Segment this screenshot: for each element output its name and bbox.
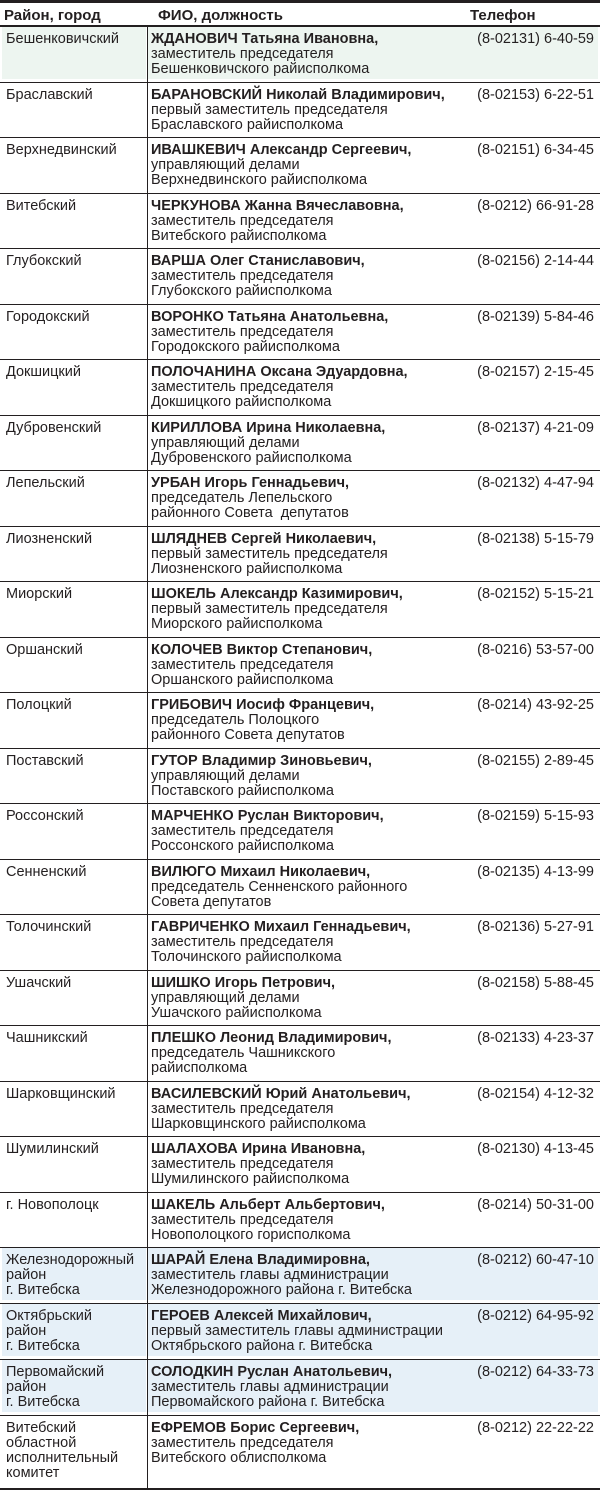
official-position: заместитель председателя Толочинского райисполкома [151, 934, 342, 965]
official-position: заместитель главы администрации Железнодорожного района г. Витебска [151, 1267, 412, 1298]
official-cell [148, 1193, 598, 1245]
phone-number: (8-02153) 6-22-51 [477, 86, 594, 103]
official-name: ВОРОНКО Татьяна Анатольевна, [151, 308, 389, 325]
district-name: Поставский [6, 752, 84, 769]
official-cell [148, 249, 598, 301]
district-cell [2, 416, 146, 468]
phone-number: (8-02137) 4-21-09 [477, 419, 594, 436]
district-name: Глубокский [6, 253, 82, 269]
table-row [0, 1082, 600, 1138]
district-name: Шарковщинский [6, 1085, 116, 1102]
district-name: Полоцкий [6, 697, 72, 713]
official-cell [148, 915, 598, 967]
table-body [0, 27, 600, 1490]
district-name: Лиозненский [6, 530, 93, 547]
district-cell [2, 1360, 146, 1412]
official-cell [148, 749, 598, 801]
official-cell [148, 1304, 598, 1356]
official-position: председатель Чашникского райисполкома [151, 1045, 336, 1076]
official-cell [148, 1026, 598, 1078]
official-cell [148, 360, 598, 412]
district-cell [2, 194, 146, 246]
header-district: Район, город [4, 7, 101, 24]
official-name: ШИШКО Игорь Петрович, [151, 974, 336, 991]
official-name: УРБАН Игорь Геннадьевич, [151, 475, 350, 491]
phone-number: (8-0214) 43-92-25 [477, 697, 594, 713]
official-name: КОЛОЧЕВ Виктор Степанович, [151, 641, 373, 658]
table-row [0, 83, 600, 139]
district-cell [2, 138, 146, 190]
official-name: ГАВРИЧЕНКО Михаил Геннадьевич, [151, 919, 411, 935]
official-position: заместитель председателя Докшицкого райисполкома [151, 379, 334, 410]
table-row [0, 638, 600, 694]
official-name: ВАСИЛЕВСКИЙ Юрий Анатольевич, [151, 1085, 411, 1102]
district-cell [2, 1082, 146, 1134]
district-name: Витебский [6, 197, 77, 214]
district-name: Браславский [6, 86, 93, 103]
district-name: Чашникский [6, 1030, 88, 1046]
official-name: ШОКЕЛЬ Александр Казимирович, [151, 586, 403, 602]
table-row [0, 305, 600, 361]
official-cell [148, 27, 598, 79]
official-position: заместитель председателя Россонского райисполкома [151, 823, 334, 854]
district-name: Городокский [6, 308, 90, 325]
official-name: ПОЛОЧАНИНА Оксана Эдуардовна, [151, 364, 408, 380]
official-name: ГЕРОЕВ Алексей Михайлович, [151, 1308, 372, 1324]
phone-number: (8-0212) 64-95-92 [477, 1308, 594, 1324]
phone-number: (8-02132) 4-47-94 [477, 475, 594, 491]
official-cell [148, 83, 598, 135]
official-name: ШАРАЙ Елена Владимировна, [151, 1252, 370, 1268]
phone-number: (8-0212) 64-33-73 [477, 1364, 594, 1380]
district-name: Толочинский [6, 919, 92, 935]
district-name: Сенненский [6, 863, 87, 880]
district-cell [2, 582, 146, 634]
district-cell [2, 471, 146, 523]
official-position: заместитель председателя Новополоцкого горисполкома [151, 1211, 351, 1243]
district-cell [2, 305, 146, 357]
district-name: г. Новополоцк [6, 1196, 99, 1213]
phone-number: (8-0212) 22-22-22 [477, 1420, 594, 1436]
official-position: заместитель председателя Городокского райисполкома [151, 323, 340, 355]
district-cell [2, 804, 146, 856]
district-cell [2, 860, 146, 912]
official-name: ЧЕРКУНОВА Жанна Вячеславовна, [151, 197, 404, 214]
official-position: заместитель председателя Глубокского райисполкома [151, 268, 334, 299]
official-name: ГУТОР Владимир Зиновьевич, [151, 752, 372, 769]
official-cell [148, 582, 598, 634]
official-position: заместитель председателя Шарковщинского райисполкома [151, 1100, 366, 1132]
district-cell [2, 1137, 146, 1189]
official-name: ГРИБОВИЧ Иосиф Францевич, [151, 697, 375, 713]
official-cell [148, 1248, 598, 1300]
table-row [0, 749, 600, 805]
official-name: ШЛЯДНЕВ Сергей Николаевич, [151, 530, 377, 547]
official-cell [148, 527, 598, 579]
district-cell [2, 749, 146, 801]
official-name: ЕФРЕМОВ Борис Сергеевич, [151, 1420, 360, 1436]
table-row [0, 915, 600, 971]
phone-number: (8-02133) 4-23-37 [477, 1030, 594, 1046]
official-position: первый заместитель председателя Браславского райисполкома [151, 101, 388, 133]
official-name: КИРИЛЛОВА Ирина Николаевна, [151, 419, 386, 436]
district-cell [2, 527, 146, 579]
official-cell [148, 1360, 598, 1412]
district-name: Ушачский [6, 974, 72, 991]
table-row [0, 804, 600, 860]
district-cell [2, 27, 146, 79]
official-name: ШАЛАХОВА Ирина Ивановна, [151, 1141, 366, 1157]
phone-number: (8-02135) 4-13-99 [477, 863, 594, 880]
district-cell [2, 915, 146, 967]
district-cell [2, 1304, 146, 1356]
official-position: председатель Сенненского районного Совета депутатов [151, 878, 408, 910]
official-name: ЖДАНОВИЧ Татьяна Ивановна, [151, 31, 379, 47]
phone-number: (8-02139) 5-84-46 [477, 308, 594, 325]
official-cell [148, 138, 598, 190]
phone-number: (8-02151) 6-34-45 [477, 142, 594, 158]
official-position: первый заместитель главы администрации Октябрьского района г. Витебска [151, 1323, 443, 1354]
table-row [0, 27, 600, 83]
official-cell [148, 1416, 598, 1485]
official-position: управляющий делами Верхнедвинского райисполкома [151, 157, 368, 188]
phone-number: (8-0216) 53-57-00 [477, 641, 594, 658]
official-cell [148, 194, 598, 246]
phone-number: (8-02159) 5-15-93 [477, 808, 594, 824]
phone-number: (8-02152) 5-15-21 [477, 586, 594, 602]
official-name: ИВАШКЕВИЧ Александр Сергеевич, [151, 142, 412, 158]
table-row [0, 1026, 600, 1082]
official-cell [148, 305, 598, 357]
district-name: Октябрьский район г. Витебска [6, 1308, 92, 1354]
official-position: заместитель главы администрации Первомайского района г. Витебска [151, 1379, 389, 1410]
district-name: Первомайский район г. Витебска [6, 1364, 105, 1410]
district-cell [2, 1026, 146, 1078]
official-cell [148, 1082, 598, 1134]
official-cell [148, 416, 598, 468]
district-name: Миорский [6, 586, 73, 602]
district-cell [2, 249, 146, 301]
official-position: заместитель председателя Витебского облисполкома [151, 1435, 334, 1466]
table-row [0, 1248, 600, 1304]
district-cell [2, 693, 146, 745]
phone-number: (8-02136) 5-27-91 [477, 919, 594, 935]
district-name: Бешенковичский [6, 31, 120, 47]
table-row [0, 416, 600, 472]
phone-number: (8-02138) 5-15-79 [477, 530, 594, 547]
official-name: ПЛЕШКО Леонид Владимирович, [151, 1030, 392, 1046]
table-header [0, 0, 600, 27]
official-position: заместитель председателя Оршанского райисполкома [151, 656, 334, 688]
official-cell [148, 804, 598, 856]
district-name: Верхнедвинский [6, 142, 117, 158]
phone-number: (8-0212) 60-47-10 [477, 1252, 594, 1268]
table-row [0, 582, 600, 638]
table-row [0, 1137, 600, 1193]
official-name: ВИЛЮГО Михаил Николаевич, [151, 863, 371, 880]
official-cell [148, 860, 598, 912]
district-name: Докшицкий [6, 364, 81, 380]
official-cell [148, 471, 598, 523]
official-position: первый заместитель председателя Лиозненского райисполкома [151, 545, 388, 577]
official-name: БАРАНОВСКИЙ Николай Владимирович, [151, 86, 445, 103]
district-name: Витебский областной исполнительный комитет [6, 1420, 119, 1481]
official-position: управляющий делами Дубровенского райисполкома [151, 434, 352, 466]
phone-number: (8-02130) 4-13-45 [477, 1141, 594, 1157]
district-cell [2, 638, 146, 690]
official-cell [148, 693, 598, 745]
table-row [0, 471, 600, 527]
phone-number: (8-02131) 6-40-59 [477, 31, 594, 47]
phone-number: (8-02157) 2-15-45 [477, 364, 594, 380]
phone-number: (8-0214) 50-31-00 [477, 1196, 594, 1213]
table-row [0, 971, 600, 1027]
table-row [0, 1360, 600, 1416]
district-name: Железнодорожный район г. Витебска [6, 1252, 135, 1298]
table-row [0, 1304, 600, 1360]
official-position: первый заместитель председателя Миорского райисполкома [151, 601, 388, 632]
district-name: Шумилинский [6, 1141, 99, 1157]
table-row [0, 194, 600, 250]
district-cell [2, 971, 146, 1023]
district-cell [2, 1248, 146, 1300]
table-row [0, 860, 600, 916]
official-position: управляющий делами Ушачского райисполкома [151, 989, 322, 1021]
phone-number: (8-02154) 4-12-32 [477, 1085, 594, 1102]
official-position: заместитель председателя Шумилинского райисполкома [151, 1156, 350, 1187]
official-position: председатель Лепельского районного Совета депутатов [151, 490, 349, 521]
table-row [0, 527, 600, 583]
official-position: председатель Полоцкого районного Совета депутатов [151, 712, 345, 743]
table-row [0, 249, 600, 305]
phone-number: (8-02155) 2-89-45 [477, 752, 594, 769]
table-row [0, 138, 600, 194]
phone-number: (8-0212) 66-91-28 [477, 197, 594, 214]
table-row [0, 360, 600, 416]
table-row [0, 1193, 600, 1249]
header-fio: ФИО, должность [158, 7, 283, 24]
official-name: ВАРША Олег Станиславович, [151, 253, 365, 269]
table-row [0, 693, 600, 749]
district-cell [2, 83, 146, 135]
official-cell [148, 1137, 598, 1189]
official-name: МАРЧЕНКО Руслан Викторович, [151, 808, 384, 824]
district-cell [2, 1416, 146, 1485]
official-cell [148, 971, 598, 1023]
district-name: Россонский [6, 808, 84, 824]
phone-number: (8-02158) 5-88-45 [477, 974, 594, 991]
district-name: Дубровенский [6, 419, 102, 436]
table-row [0, 1416, 600, 1490]
official-name: СОЛОДКИН Руслан Анатольевич, [151, 1364, 393, 1380]
phone-number: (8-02156) 2-14-44 [477, 253, 594, 269]
district-name: Оршанский [6, 641, 83, 658]
official-position: управляющий делами Поставского райисполкома [151, 767, 334, 799]
official-name: ШАКЕЛЬ Альберт Альбертович, [151, 1196, 385, 1213]
official-position: заместитель председателя Витебского райисполкома [151, 212, 334, 244]
district-name: Лепельский [6, 475, 85, 491]
district-cell [2, 1193, 146, 1245]
district-cell [2, 360, 146, 412]
header-phone: Телефон [470, 7, 536, 24]
official-position: заместитель председателя Бешенковичского райисполкома [151, 46, 370, 77]
official-cell [148, 638, 598, 690]
